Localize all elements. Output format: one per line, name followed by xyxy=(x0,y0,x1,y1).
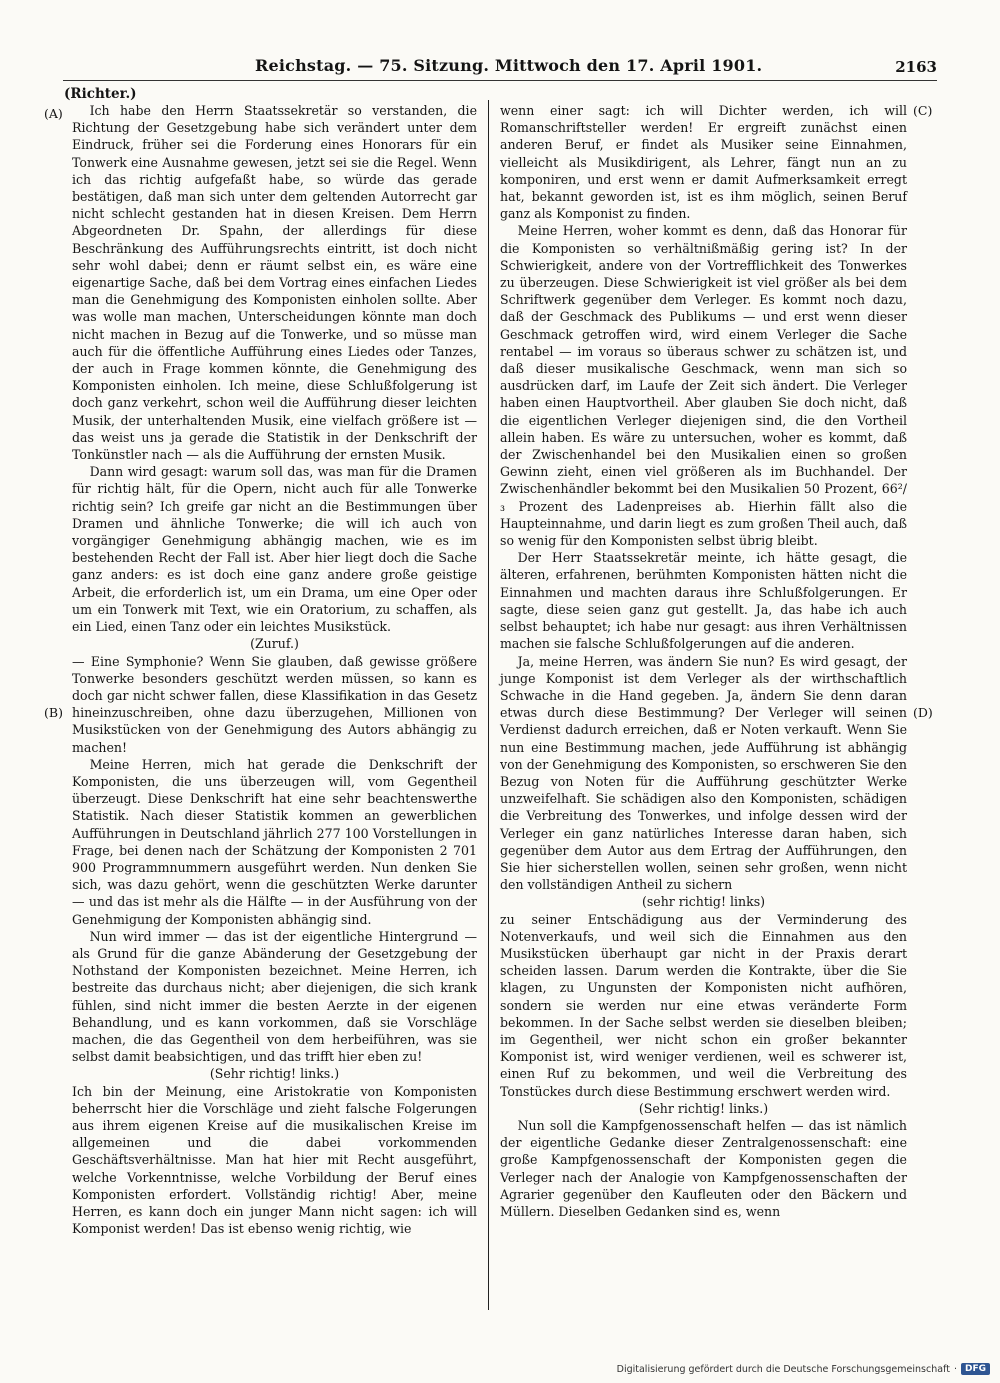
paragraph: Meine Herren, woher kommt es denn, daß das Honorar für die Komponisten so verhältnißmäßig gering ist? In der Schwierigkeit, andere von der Vortrefflichkeit des Tonwerkes zu überzeugen. Diese Schwierigkeit ist viel größer als bei dem Schriftwerk gegenüber dem Verleger. Es kommt noch dazu, daß der Geschmack des Publikums — und erst wenn dieser Geschmack getroffen wird, wird einem Verleger die Sache rentabel — im voraus so überaus schwer zu schätzen ist, und daß dieser musikalische Geschmack, wenn man sich so ausdrücken darf, im Laufe der Zeit sich ändert. Die Verleger haben einen Hauptvortheil. Aber glauben Sie doch nicht, daß die eigentlichen Verleger diejenigen sind, die den Vortheil allein haben. Es wäre zu untersuchen, woher es kommt, daß der Zwischenhandel bei den Musikalien einen so großen Gewinn zieht, einen viel größeren als im Buchhandel. Der Zwischenhändler bekommt bei den Musikalien 50 Prozent, 66²/₃ Prozent des Ladenpreises ab. Hierhin fällt also die Haupteinnahme, und darin liegt es zum großen Theil auch, daß so wenig für den Komponisten selbst übrig bleibt. xyxy=(500,223,907,549)
header-rule xyxy=(63,80,937,81)
paragraph: Ja, meine Herren, was ändern Sie nun? Es wird gesagt, der junge Komponist ist dem Verleger als der wirthschaftlich Schwache in die Hand gegeben. Ja, ändern Sie denn daran etwas durch diese Bestimmung? Der Verleger will seinen Verdienst dadurch erreichen, daß er Noten verkauft. Wenn Sie nun eine Bestimmung machen, jede Aufführung ist abhängig von der Genehmigung des Komponisten, so erschweren Sie den Bezug von Noten für die Aufführung geschützter Werke unzweifelhaft. Sie schädigen also den Komponisten, schädigen die Verbreitung des Tonwerkes, und infolge dessen wird der Verleger ein ganz natürliches Interesse daran haben, sich gegenüber dem Autor aus dem Ertrag der Aufführungen, den Sie hier sicherstellen wollen, seinen sehr großen, wenn nicht den vollständigen Antheil zu sichern xyxy=(500,653,907,893)
footer-text: Digitalisierung gefördert durch die Deutsche Forschungsgemeinschaft xyxy=(616,1363,950,1375)
paragraph: Der Herr Staatssekretär meinte, ich hätte gesagt, die älteren, erfahrenen, berühmten Komponisten hätten nicht die Einnahmen und machten daraus ihre Schlußfolgerungen. Er sagte, diese seien ganz gut gestellt. Ja, das habe ich auch selbst behauptet; ich habe nur gesagt: aus ihren Verhältnissen machen sie falsche Schlußfolgerungen auf die anderen. xyxy=(500,550,907,652)
margin-mark-b: (B) xyxy=(44,705,63,720)
interjection: (Sehr richtig! links.) xyxy=(209,1066,340,1082)
left-column xyxy=(72,102,477,1237)
running-title: Reichstag. — 75. Sitzung. Mittwoch den 17. April 1901. xyxy=(255,56,763,75)
interjection: (sehr richtig! links) xyxy=(641,894,766,910)
margin-mark-a: (A) xyxy=(44,106,63,121)
speaker-name: (Richter.) xyxy=(64,86,137,102)
right-column xyxy=(500,102,907,1220)
page-number: 2163 xyxy=(895,58,937,76)
interjection: (Zuruf.) xyxy=(250,636,299,652)
dfg-logo-icon: DFG xyxy=(961,1363,990,1375)
paragraph: Ich habe den Herrn Staatssekretär so verstanden, die Richtung der Gesetzgebung habe sich verändert unter dem Eindruck, früher sei die Forderung eines Honorars für ein Tonwerk eine Ausnahme gewesen, jetzt sei sie die Regel. Wenn ich das richtig aufgefaßt habe, so würde das gerade bestätigen, daß man sich unter dem geltenden Autorrecht gar nicht schlecht gestanden hat in diesen Kreisen. Dem Herrn Abgeordneten Dr. Spahn, der allerdings für diese Beschränkung des Aufführungsrechts eintritt, ist doch nicht sehr wohl dabei; denn er räumt selbst ein, es wäre eine eigenartige Sache, daß bei dem Vortrag eines einfachen Liedes man die Genehmigung des Komponisten einholen sollte. Aber was wolle man machen, Unterscheidungen könnte man doch nicht machen in Bezug auf die Tonwerke, und so müsse man auch für die öffentliche Aufführung eines Liedes oder Tanzes, der auch in Frage kommen könnte, die Genehmigung des Komponisten einholen. Ich meine, diese Schlußfolgerung ist doch ganz verkehrt, schon weil die Aufführung dieser leichten Musik, der unterhaltenden Musik, eine vielfach größere ist — das weist uns ja gerade die Statistik in der Denkschrift der Tonkünstler nach — als die Aufführung der ernsten Musik. xyxy=(72,103,477,463)
paragraph: Ich bin der Meinung, eine Aristokratie von Komponisten beherrscht hier die Vorschläge und zieht falsche Folgerungen aus ihrem eigenen Kreise auf die musikalischen Kreise im allgemeinen und die dabei vorkommenden Geschäftsverhältnisse. Man hat hier mit Recht ausgeführt, welche Vorkenntnisse, welche Vorbildung der Beruf eines Komponisten erfordert. Vollständig richtig! Aber, meine Herren, es kann doch ein junger Mann nicht sagen: ich will Komponist werden! Das ist ebenso wenig richtig, wie xyxy=(72,1083,477,1237)
margin-mark-d: (D) xyxy=(913,705,933,720)
interjection: (Sehr richtig! links.) xyxy=(638,1100,769,1116)
footer-credit xyxy=(617,1363,990,1375)
footer-separator: · xyxy=(953,1363,957,1375)
paragraph: wenn einer sagt: ich will Dichter werden, ich will Romanschriftsteller werden! Er ergreift zunächst einen anderen Beruf, er findet als Musiker seine Einnahmen, vielleicht als Musikdirigent, als Lehrer, fängt nun an zu komponiren, und erst wenn er damit Aufmerksamkeit erregt hat, bekannt geworden ist, ist es ihm möglich, seinen Beruf ganz als Komponist zu finden. xyxy=(500,103,907,222)
column-divider xyxy=(488,100,489,1310)
paragraph: Nun soll die Kampfgenossenschaft helfen — das ist nämlich der eigentliche Gedanke dieser Zentralgenossenschaft: eine große Kampfgenossenschaft der Komponisten gegen die Verleger nach der Analogie von Kampfgenossenschaften der Agrarier gegenüber den Kaufleuten oder den Bäckern und Müllern. Dieselben Gedanken sind es, wenn xyxy=(500,1117,907,1219)
paragraph: — Eine Symphonie? Wenn Sie glauben, daß gewisse größere Tonwerke besonders geschützt werden müssen, so kann es doch gar nicht schwer fallen, diese Klassifikation in das Gesetz hineinzuschreiben, ohne dazu überzugehen, Millionen von Musikstücken von der Genehmigung des Autors abhängig zu machen! xyxy=(72,653,477,755)
paragraph: zu seiner Entschädigung aus der Verminderung des Notenverkaufs, und weil sich die Einnahmen aus den Musikstücken überhaupt gar nicht in der Praxis derart scheiden lassen. Darum werden die Kontrakte, über die Sie klagen, zu Ungunsten der Komponisten nicht aufhören, sondern sie werden nur eine etwas veränderte Form bekommen. In der Sache selbst werden sie dieselben bleiben; im Gegentheil, wer nicht schon ein großer bekannter Komponist ist, wird weniger verdienen, weil es schwerer ist, einen Ruf zu bekommen, und weil die Verbreitung des Tonstückes durch diese Bestimmung erschwert werden wird. xyxy=(500,911,907,1099)
paragraph: Meine Herren, mich hat gerade die Denkschrift der Komponisten, die uns überzeugen will, vom Gegentheil überzeugt. Diese Denkschrift hat eine sehr beachtenswerthe Statistik. Nach dieser Statistik kommen an gewerblichen Aufführungen in Deutschland jährlich 277 100 Vorstellungen in Frage, bei denen nach der Schätzung der Komponisten 2 701 900 Programmnummern ausgeführt werden. Nun denken Sie sich, was dazu gehört, wenn die geschützten Werke darunter — und das ist mehr als die Hälfte — in der Ausführung von der Genehmigung der Komponisten abhängig sind. xyxy=(72,756,477,927)
margin-mark-c: (C) xyxy=(913,103,933,118)
paragraph: Dann wird gesagt: warum soll das, was man für die Dramen für richtig hält, für die Opern, nicht auch für alle Tonwerke richtig sein? Ich greife gar nicht an die Bestimmungen über Dramen und ähnliche Tonwerke; die will ich auch von vorgängiger Genehmigung abhängig machen, wie es im bestehenden Recht der Fall ist. Aber hier liegt doch die Sache ganz anders: es ist doch eine ganz andere große geistige Arbeit, die erforderlich ist, um ein Drama, um eine Oper oder um ein Tonwerk mit Text, wie ein Oratorium, zu schaffen, als ein Lied, einen Tanz oder ein leichtes Musikstück. xyxy=(72,464,477,635)
paragraph: Nun wird immer — das ist der eigentliche Hintergrund — als Grund für die ganze Abänderung der Gesetzgebung der Nothstand der Komponisten bezeichnet. Meine Herren, ich bestreite das durchaus nicht; aber diejenigen, die sich krank fühlen, sind nicht immer die besten Aerzte in der eigenen Behandlung, und es kann vorkommen, daß sie Vorschläge machen, die das Gegentheil von dem herbeiführen, was sie selbst damit beabsichtigen, und das trifft hier eben zu! xyxy=(72,928,477,1065)
